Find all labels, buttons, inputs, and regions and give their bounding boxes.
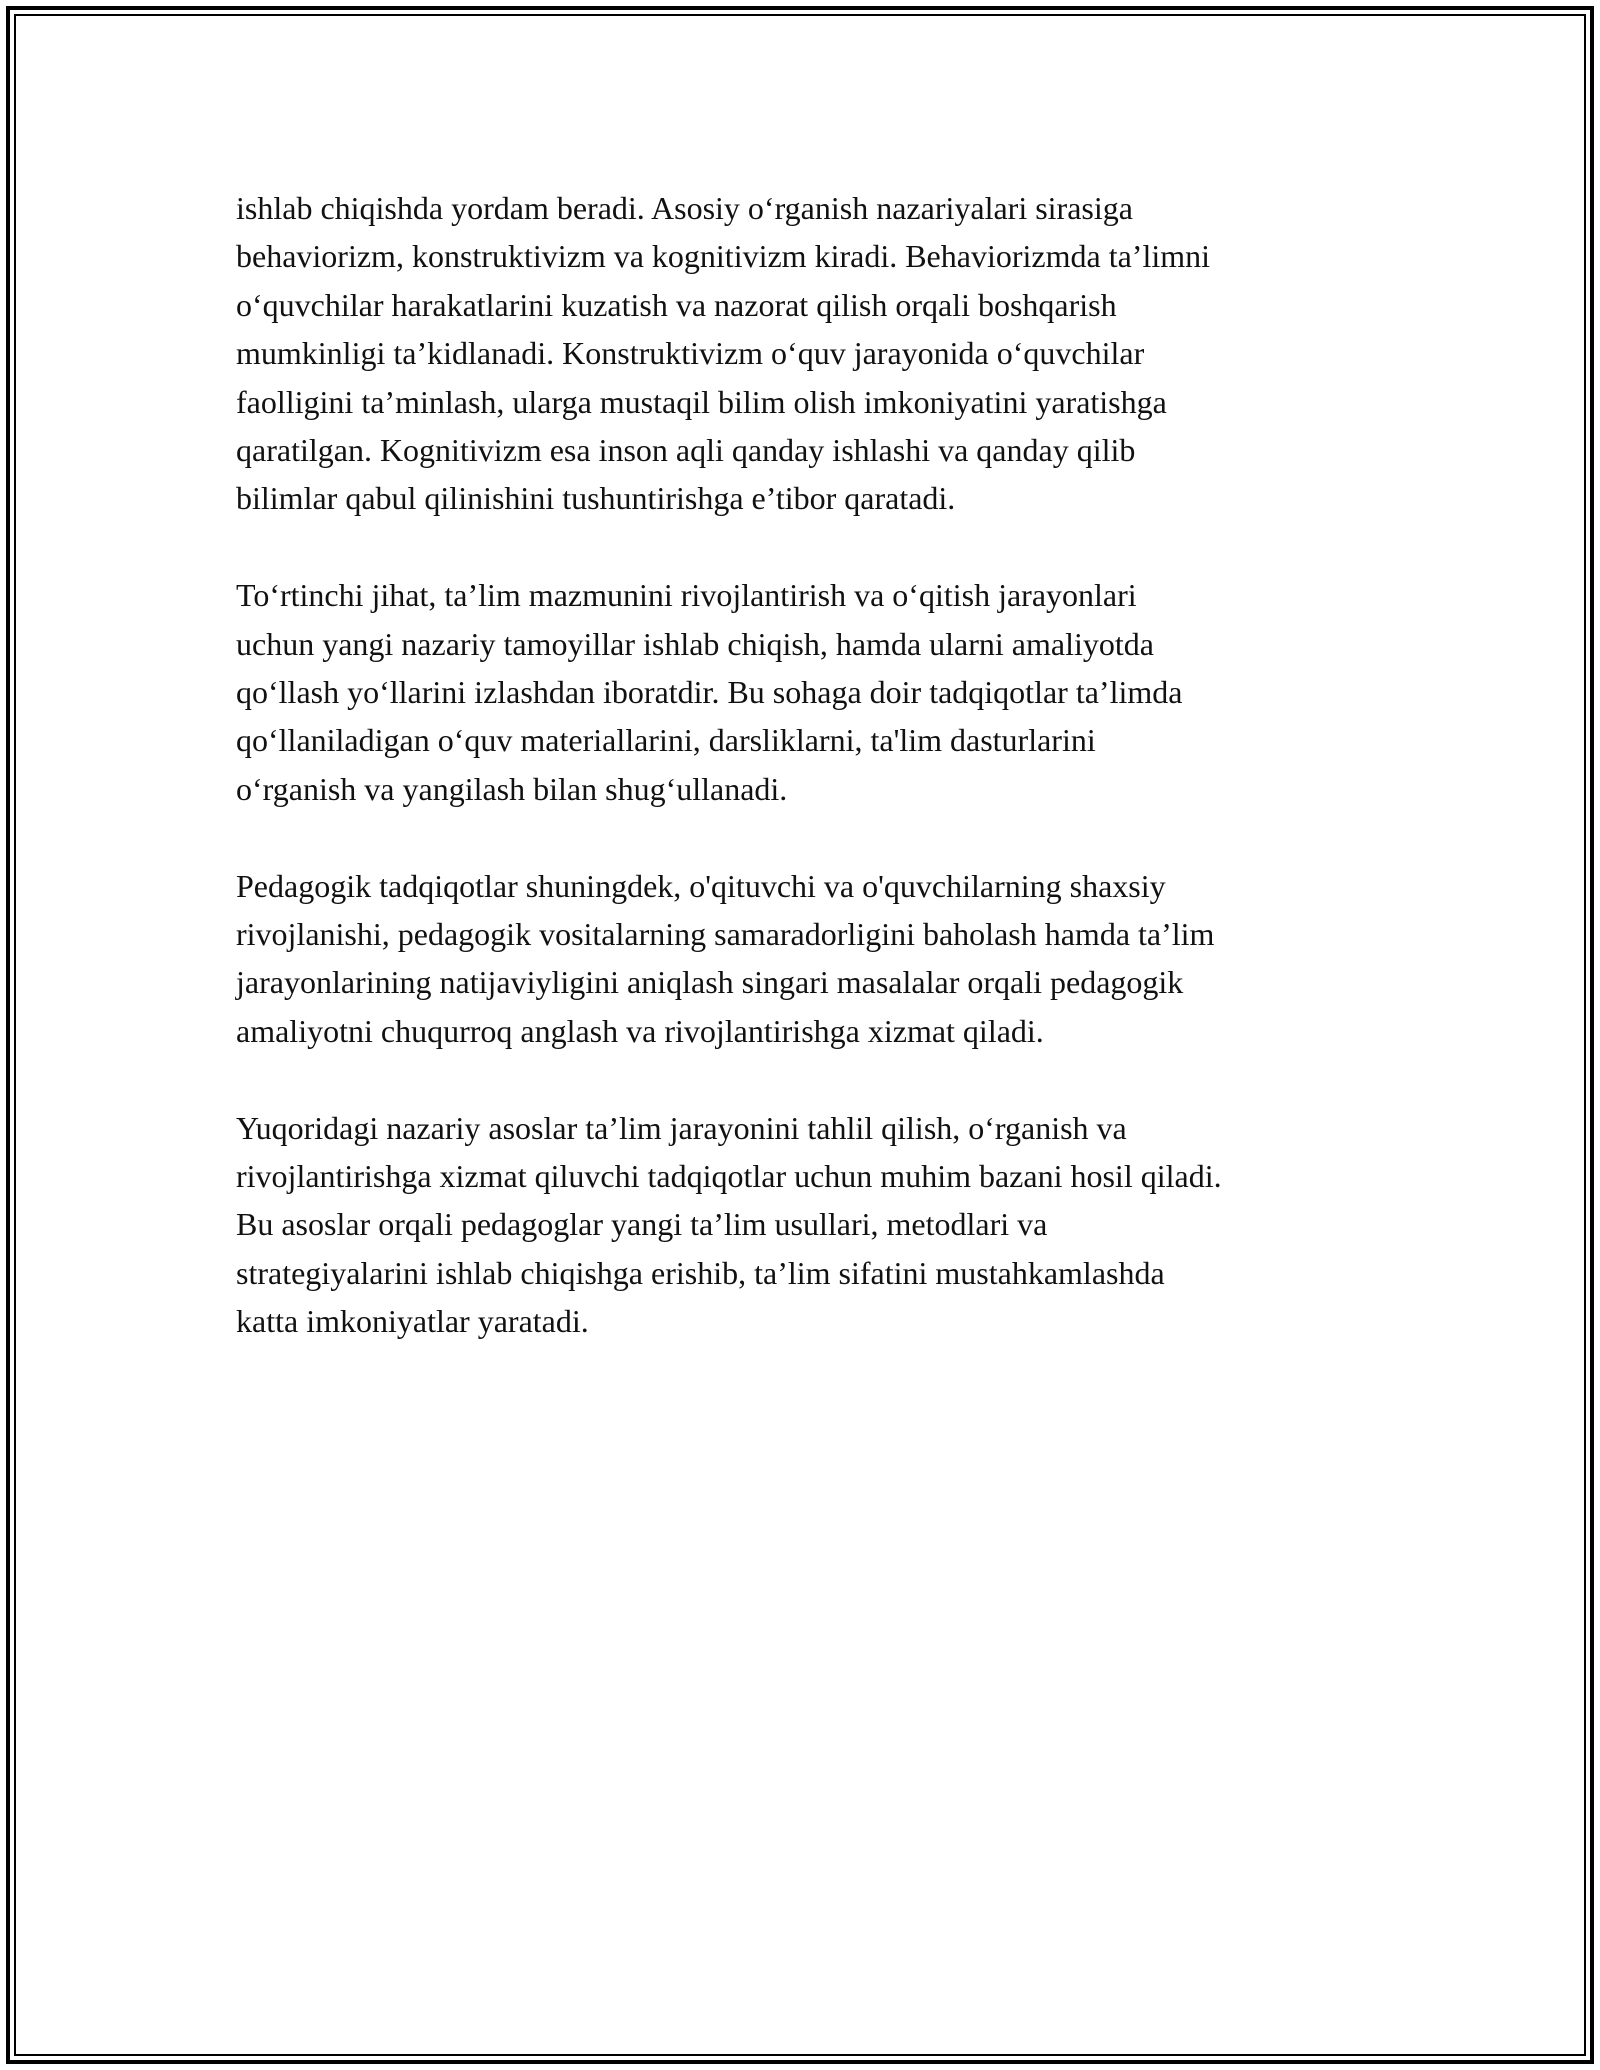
document-body	[236, 184, 1376, 1394]
paragraph-4	[236, 1104, 1376, 1346]
text-line: o‘rganish va yangilash bilan shug‘ullanadi.	[236, 770, 788, 807]
text-line: ishlab chiqishda yordam beradi. Asosiy o‘rganish nazariyalari sirasiga	[236, 190, 1133, 226]
text-line: Yuqoridagi nazariy asoslar ta’lim jarayonini tahlil qilish, o‘rganish va	[236, 1109, 1127, 1146]
text-line: katta imkoniyatlar yaratadi.	[236, 1303, 589, 1340]
text-line: Pedagogik tadqiqotlar shuningdek, o'qituvchi va o'quvchilarning shaxsiy	[236, 867, 1166, 904]
text-line: uchun yangi nazariy tamoyillar ishlab chiqish, hamda ularni amaliyotda	[236, 625, 1154, 662]
text-line: faolligini ta’minlash, ularga mustaqil bilim olish imkoniyatini yaratishga	[236, 383, 1167, 420]
text-line: o‘quvchilar harakatlarini kuzatish va nazorat qilish orqali boshqarish	[236, 286, 1117, 323]
text-line: qaratilgan. Kognitivizm esa inson aqli qanday ishlashi va qanday qilib	[236, 432, 1136, 469]
text-line: strategiyalarini ishlab chiqishga erishib, ta’lim sifatini mustahkamlashda	[236, 1254, 1165, 1291]
text-line: mumkinligi ta’kidlanadi. Konstruktivizm o‘quv jarayonida o‘quvchilar	[236, 335, 1145, 372]
text-line: To‘rtinchi jihat, ta’lim mazmunini rivojlantirish va o‘qitish jarayonlari	[236, 577, 1137, 614]
text-line: qo‘llash yo‘llarini izlashdan iboratdir. Bu sohaga doir tadqiqotlar ta’limda	[236, 674, 1183, 711]
text-line: bilimlar qabul qilinishini tushuntirishga e’tibor qaratadi.	[236, 480, 956, 517]
text-line: Bu asoslar orqali pedagoglar yangi ta’lim usullari, metodlari va	[236, 1206, 1048, 1243]
text-line: rivojlanishi, pedagogik vositalarning samaradorligini baholash hamda ta’lim	[236, 916, 1215, 953]
text-line: amaliyotni chuqurroq anglash va rivojlantirishga xizmat qiladi.	[236, 1012, 1044, 1049]
text-line: behaviorizm, konstruktivizm va kognitivizm kiradi. Behaviorizmda ta’limni	[236, 238, 1210, 275]
paragraph-1	[236, 184, 1376, 523]
text-line: qo‘llaniladigan o‘quv materiallarini, darsliklarni, ta'lim dasturlarini	[236, 722, 1096, 759]
paragraph-3	[236, 862, 1376, 1056]
text-line: rivojlantirishga xizmat qiluvchi tadqiqotlar uchun muhim bazani hosil qiladi.	[236, 1158, 1222, 1195]
text-line: jarayonlarining natijaviyligini aniqlash singari masalalar orqali pedagogik	[236, 964, 1184, 1001]
paragraph-2	[236, 571, 1376, 813]
